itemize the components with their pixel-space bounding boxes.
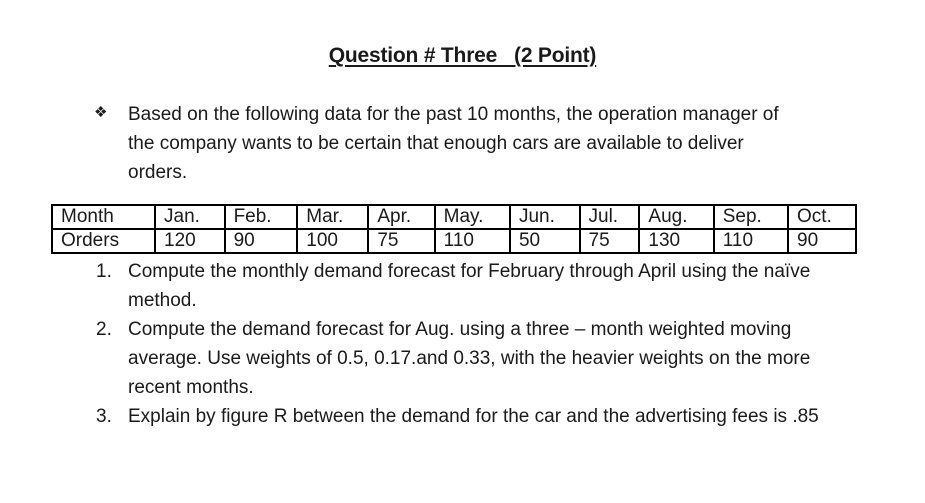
question-title: Question # Three (2 Point) [328, 44, 597, 67]
month-cell: Mar. [297, 205, 368, 229]
orders-cell: 75 [368, 229, 434, 253]
diamond-bullet-icon: ❖ [94, 104, 108, 121]
orders-cell: 90 [788, 229, 856, 253]
row-header-orders: Orders [52, 229, 155, 253]
orders-cell: 120 [155, 229, 225, 253]
table-row-orders [52, 229, 856, 253]
month-cell: Jan. [155, 205, 225, 229]
task-number: 3. [96, 406, 112, 427]
task-item [96, 315, 836, 402]
month-cell: Sep. [714, 205, 788, 229]
month-cell: Jul. [580, 205, 640, 229]
intro-text: Based on the following data for the past 10 months, the operation manager of the company wants to be certain that enough cars are available to deliver orders. [128, 104, 779, 183]
task-item [96, 402, 836, 431]
orders-cell: 110 [714, 229, 788, 253]
orders-cell: 90 [225, 229, 298, 253]
task-number: 1. [96, 261, 112, 282]
task-item [96, 257, 836, 315]
month-cell: Apr. [368, 205, 434, 229]
task-number: 2. [96, 319, 112, 340]
month-cell: Jun. [510, 205, 580, 229]
task-text: Compute the monthly demand forecast for February through April using the naïve method. [128, 261, 811, 311]
orders-cell: 110 [435, 229, 510, 253]
row-header-month: Month [52, 205, 155, 229]
month-cell: Oct. [788, 205, 856, 229]
month-cell: May. [435, 205, 510, 229]
task-list [96, 257, 836, 431]
table-row-month [52, 205, 856, 229]
month-cell: Feb. [225, 205, 298, 229]
orders-cell: 100 [297, 229, 368, 253]
orders-table [51, 204, 857, 254]
orders-cell: 50 [510, 229, 580, 253]
orders-cell: 75 [580, 229, 640, 253]
task-text: Compute the demand forecast for Aug. using a three – month weighted moving average. Use weights of 0.5, 0.17.and 0.33, with the heavier weights on the more recent months. [128, 319, 811, 398]
task-text: Explain by figure R between the demand for the car and the advertising fees is .85 [128, 406, 819, 427]
orders-cell: 130 [639, 229, 713, 253]
month-cell: Aug. [639, 205, 713, 229]
